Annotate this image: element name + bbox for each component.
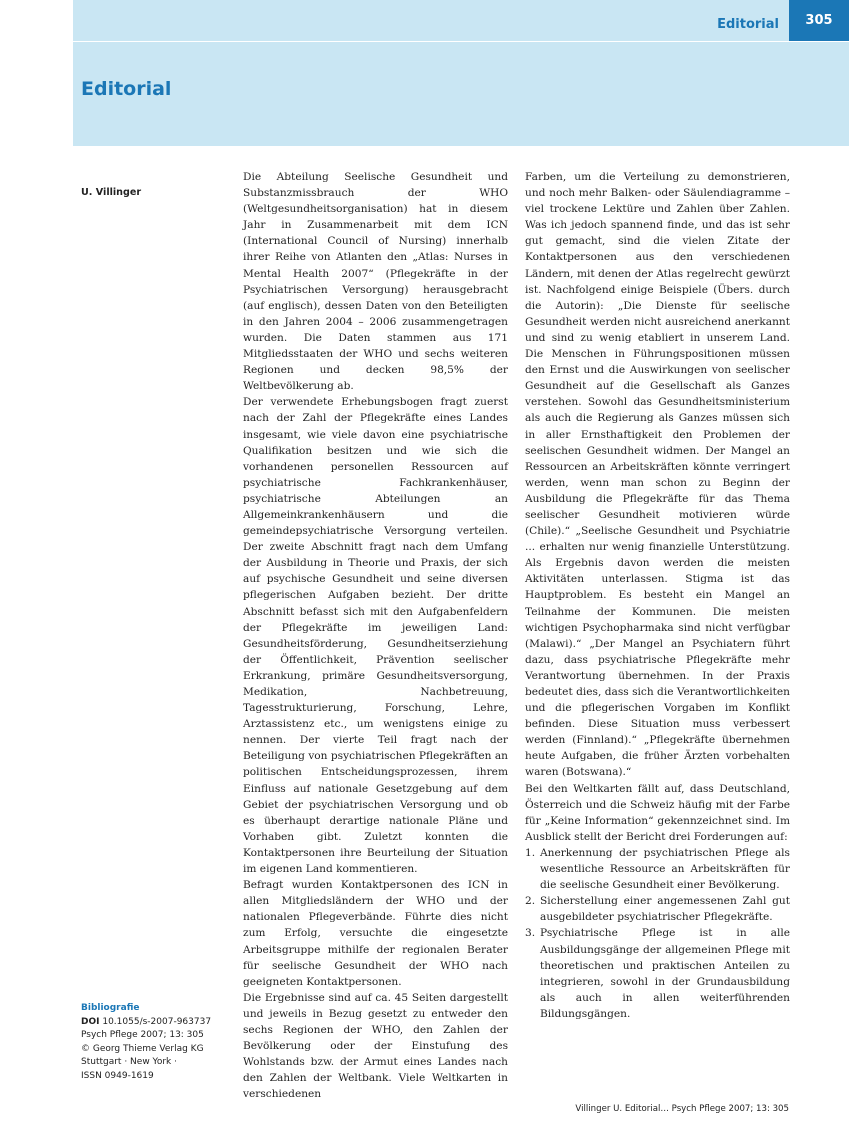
list-number: 2. (525, 895, 536, 908)
location-line: Stuttgart · New York · (81, 1057, 177, 1068)
paragraph-intro: Die Abteilung Seelische Gesundheit und Substanzmissbrauch der WHO (Weltgesundheitsorganisation) hat in diesem Jahr in Zusammenarbeit mit dem ICN (International Council of Nursing) innerhalb ihrer Reihe von Atlanten den „Atlas: Nurses in Mental Health 2007“ (Pflegekräfte in der Psychiatrischen Versorgung) herausgebracht (auf englisch), dessen Daten von den Beteiligten in den Jahren 2004 – 2006 zusammengetragen wurden. Die Daten stammen aus 171 Mitgliedsstaaten der WHO und sechs weiteren Regionen und decken 98,5% der Weltbevölkerung ab. (243, 171, 508, 393)
paragraph-quotes: Farben, um die Verteilung zu demonstrieren, und noch mehr Balken- oder Säulendiagramme – viel trockene Lektüre und Zahlen über Zahlen. Was ich jedoch spannend finde, und das ist sehr gut gemacht, sind die vielen Zitate der Kontaktpersonen aus den verschiedenen Ländern, mit denen der Atlas regelrecht gewürzt ist. Nachfolgend einige Beispiele (Übers. durch die Autorin): „Die Dienste für seelische Gesundheit werden nicht ausreichend anerkannt und sind zu wenig etabliert in unserem Land. Die Menschen in Führungspositionen müssen den Ernst und die Auswirkungen von seelischer Gesundheit auf die Gesellschaft als Ganzes verstehen. Sowohl das Gesundheitsministerium als auch die Regierung als Ganzes müssen sich in aller Ernsthaftigkeit den Problemen der seelischen Gesundheit widmen. Der Mangel an Ressourcen an Arbeitskräften könnte verringert werden, wenn man schon zu Beginn der Ausbildung die Pflegekräfte für das Thema seelischer Gesundheit motivieren würde (Chile).“ „Seelische Gesundheit und Psychiatrie ... erhalten nur wenig finanzielle Unterstützung. Als Ergebnis davon werden die meisten Aktivitäten unterlassen. Stigma ist das Hauptproblem. Es besteht ein Mangel an Teilnahme der Kommunen. Die meisten wichtigen Psychopharmaka sind nicht verfügbar (Malawi).“ „Der Mangel an Psychiatern führt dazu, dass psychiatrische Pflegekräfte mehr Verantwortung übernehmen. In der Praxis bedeutet dies, dass sich die Verantwortlichkeiten und die pflegerischen Vorgaben im Konflikt befinden. Diese Situation muss verbessert werden (Finnland).“ „Pflegekräfte übernehmen heute Aufgaben, die früher Ärzten vorbehalten waren (Botswana).“ (525, 171, 790, 779)
list-item (525, 845, 790, 893)
doi-label: DOI (81, 1016, 100, 1027)
header-divider (73, 41, 849, 42)
body-column-left (243, 169, 508, 1102)
paragraph-survey: Der verwendete Erhebungsbogen fragt zuerst nach der Zahl der Pflegekräfte eines Landes insgesamt, wie viele davon eine psychiatrische Qualifikation besitzen und wie sich die vorhandenen personellen Ressourcen auf psychiatrische Fachkrankenhäuser, psychiatrische Abteilungen an Allgemeinkrankenhäusern und die gemeindepsychiatrische Versorgung verteilen. Der zweite Abschnitt fragt nach dem Umfang der Ausbildung in Theorie und Praxis, der sich auf psychische Gesundheit und seine diversen pflegerischen Aufgaben bezieht. Der dritte Abschnitt befasst sich mit den Aufgabenfeldern der Pflegekräfte im jeweiligen Land: Gesundheitsförderung, Gesundheitserziehung der Öffentlichkeit, Prävention seelischer Erkrankung, primäre Gesundheitsversorgung, Medikation, Nachbetreuung, Tagesstrukturierung, Forschung, Lehre, Arztassistenz etc., um wenigstens einige zu nennen. Der vierte Teil fragt nach der Beteiligung von psychiatrischen Pflegekräften an politischen Entscheidungsprozessen, ihrem Einfluss auf nationale Gesetzgebung auf dem Gebiet der psychiatrischen Versorgung und ob es überhaupt derartige nationale Pläne und Vorhaben gibt. Zuletzt konnten die Kontaktpersonen ihre Beurteilung der Situation im eigenen Land kommentieren. (243, 396, 508, 876)
list-text: Psychiatrische Pflege ist in alle Ausbildungsgänge der allgemeinen Pflege mit theoretischen und praktischen Anteilen zu integrieren, sowohl in der Grundausbildung als auch in allen weiterführenden Bildungsgängen. (540, 927, 790, 1020)
list-number: 1. (525, 846, 536, 859)
body-column-right (525, 169, 790, 1022)
author-name: U. Villinger (81, 187, 142, 198)
paragraph-contacts: Befragt wurden Kontaktpersonen des ICN in allen Mitgliedsländern der WHO und der nationalen Pflegeverbände. Führte dies nicht zum Erfolg, versuchte die eingesetzte Arbeitsgruppe mithilfe der regionalen Berater für seelische Gesundheit der WHO nach geeigneten Kontaktpersonen. (243, 879, 508, 988)
demands-list (525, 845, 790, 1022)
list-item (525, 893, 790, 925)
issn-line: ISSN 0949-1619 (81, 1070, 154, 1081)
citation-line: Psych Pflege 2007; 13: 305 (81, 1030, 204, 1041)
publisher-line: © Georg Thieme Verlag KG (81, 1043, 204, 1054)
list-text: Anerkennung der psychiatrischen Pflege als wesentliche Ressource an Arbeitskräften für die seelische Gesundheit einer Bevölkerung. (540, 846, 790, 892)
footer-citation: Villinger U. Editorial… Psych Pflege 2007; 13: 305 (575, 1104, 789, 1114)
doi-line (81, 1016, 241, 1030)
paragraph-results: Die Ergebnisse sind auf ca. 45 Seiten dargestellt und jeweils in Bezug gesetzt zu entweder den sechs Regionen der WHO, den Zahlen der Bevölkerung oder der Einstufung des Wohlstands bzw. der Armut eines Landes nach den Zahlen der Weltbank. Viele Weltkarten in verschiedenen (243, 991, 508, 1101)
paragraph-outlook: Bei den Weltkarten fällt auf, dass Deutschland, Österreich und die Schweiz häufig mit der Farbe für „Keine Information“ gekennzeichnet sind. Im Ausblick stellt der Bericht drei Forderungen auf: (525, 782, 790, 843)
page-number-badge: 305 (789, 0, 849, 41)
list-text: Sicherstellung einer angemessenen Zahl gut ausgebildeter psychiatrischer Pflegekräfte. (540, 895, 790, 924)
page-title: Editorial (81, 78, 172, 100)
list-number: 3. (525, 927, 536, 940)
bibliography-box (81, 1002, 241, 1084)
header-section-label: Editorial (717, 17, 779, 32)
list-item (525, 925, 790, 1022)
bibliography-heading: Bibliografie (81, 1003, 140, 1013)
doi-value[interactable]: 10.1055/s-2007-963737 (102, 1016, 212, 1027)
